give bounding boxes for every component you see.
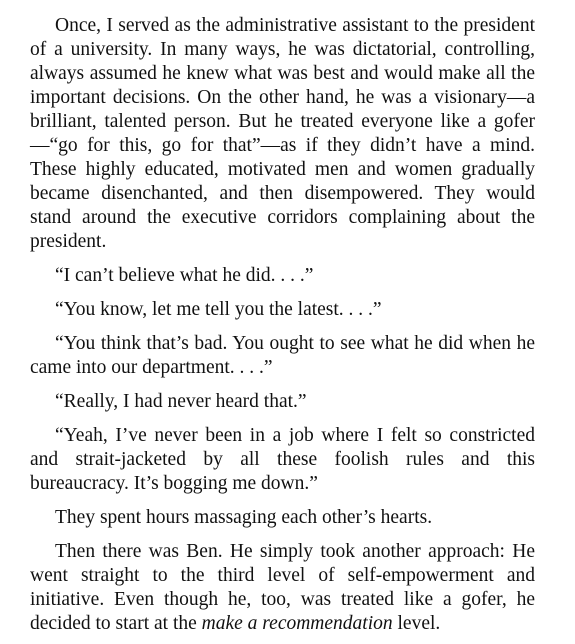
ben-text-after: level.	[392, 613, 441, 634]
quote-let-me-tell-you: “You know, let me tell you the latest. . . .”	[55, 299, 382, 320]
quote-strait-jacketed: “Yeah, I’ve never been in a job where I felt so constricted and strait-jacketed by all these foolish rules and this bureaucracy. It’s bogging me down.”	[30, 425, 535, 494]
quote-you-think-thats-bad: “You think that’s bad. You ought to see what he did when he came into our department. . . .”	[30, 333, 535, 378]
ben-text-before: Then there was Ben. He simply took another approach: He went straight to the third level of self-empowerment and initiative. Even though he, too, was treated like a gofer, he decided to start at the	[30, 541, 535, 634]
quote-cant-believe: “I can’t believe what he did. . . .”	[55, 265, 314, 286]
book-page	[30, 14, 535, 636]
paragraph-massaging-hearts: They spent hours massaging each other’s hearts.	[55, 507, 433, 528]
ben-text-italic-phrase: make a recommendation	[201, 613, 393, 634]
paragraph-administrative-assistant: Once, I served as the administrative assistant to the president of a university. In many ways, he was dictatorial, controlling, always assumed he knew what was best and would make all the important decisions. On the other hand, he was a visionary—a brilliant, talented person. But he treated everyone like a gofer—“go for this, go for that”—as if they didn’t have a mind. These highly educated, motivated men and women gradually became disenchanted, and then disempowered. They would stand around the executive corridors complaining about the president.	[30, 15, 535, 252]
quote-never-heard-that: “Really, I had never heard that.”	[55, 391, 307, 412]
paragraph-ben	[30, 540, 535, 636]
